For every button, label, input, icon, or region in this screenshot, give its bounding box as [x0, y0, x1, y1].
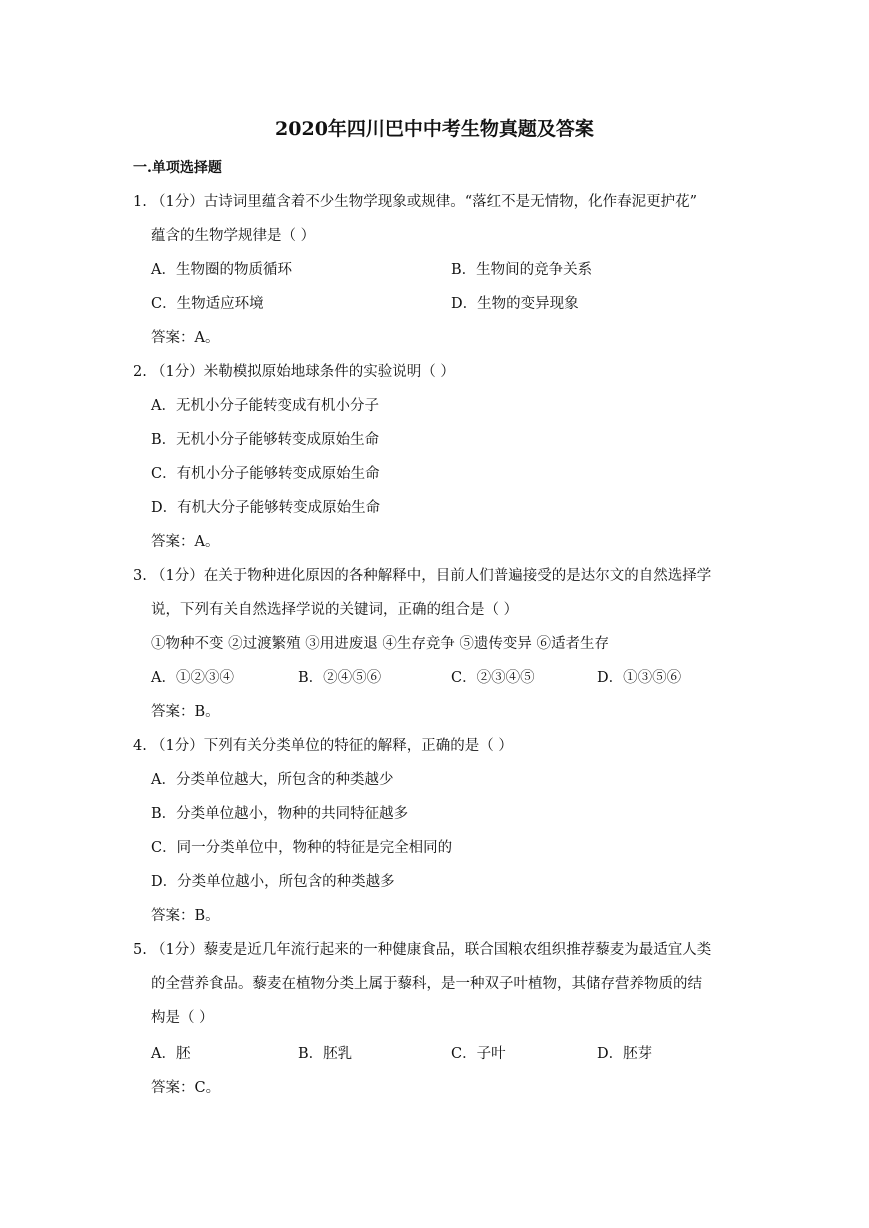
page-title: 2020年四川巴中中考生物真题及答案 [275, 118, 594, 140]
section-heading: 一.单项选择题 [133, 160, 222, 176]
question-number: 1. [133, 194, 147, 210]
answer: 答案：B。 [151, 704, 220, 720]
question-number: 4. [133, 738, 147, 754]
option-d: D．分类单位越小，所包含的种类越多 [151, 874, 395, 890]
option-c: C．生物适应环境 [151, 296, 264, 312]
answer: 答案：B。 [151, 908, 220, 924]
question-stem-line: （1分）古诗词里蕴含着不少生物学现象或规律。“落红不是无情物，化作春泥更护花” [151, 194, 698, 210]
option-a: A．①②③④ [151, 670, 234, 686]
option-b: B．生物间的竞争关系 [451, 262, 593, 278]
option-a: A．生物圈的物质循环 [151, 262, 292, 278]
question-stem-line: 蕴含的生物学规律是（ ） [151, 228, 316, 244]
question-stem-line: 的全营养食品。藜麦在植物分类上属于藜科，是一种双子叶植物，其储存营养物质的结 [151, 976, 702, 992]
question-number: 2. [133, 364, 147, 380]
option-c: C．有机小分子能够转变成原始生命 [151, 466, 380, 482]
answer: 答案：C。 [151, 1080, 221, 1096]
option-a: A．胚 [151, 1046, 191, 1062]
question-stem-line: （1分）在关于物种进化原因的各种解释中，目前人们普遍接受的是达尔文的自然选择学 [151, 568, 712, 584]
option-b: B．分类单位越小，物种的共同特征越多 [151, 806, 409, 822]
question-stem-line: （1分）米勒模拟原始地球条件的实验说明（ ） [151, 364, 455, 380]
answer: 答案：A。 [151, 330, 220, 346]
option-d: D．胚芽 [597, 1046, 653, 1062]
answer: 答案：A。 [151, 534, 220, 550]
option-c: C．子叶 [451, 1046, 506, 1062]
option-a: A．分类单位越大，所包含的种类越少 [151, 772, 394, 788]
question-number: 5. [133, 942, 147, 958]
option-d: D．①③⑤⑥ [597, 670, 682, 686]
option-b: B．无机小分子能够转变成原始生命 [151, 432, 380, 448]
question-stem-line: 说，下列有关自然选择学说的关键词，正确的组合是（ ） [151, 602, 519, 618]
question-number: 3. [133, 568, 147, 584]
option-d: D．有机大分子能够转变成原始生命 [151, 500, 381, 516]
option-d: D．生物的变异现象 [451, 296, 579, 312]
question-stem-line: （1分）藜麦是近几年流行起来的一种健康食品，联合国粮农组织推荐藜麦为最适宜人类 [151, 942, 712, 958]
option-c: C．同一分类单位中，物种的特征是完全相同的 [151, 840, 453, 856]
question-stem-line: （1分）下列有关分类单位的特征的解释，正确的是（ ） [151, 738, 513, 754]
option-b: B．胚乳 [298, 1046, 353, 1062]
option-a: A．无机小分子能转变成有机小分子 [151, 398, 379, 414]
keyword-list: ①物种不变 ②过渡繁殖 ③用进废退 ④生存竞争 ⑤遗传变异 ⑥适者生存 [151, 636, 610, 652]
option-b: B．②④⑤⑥ [298, 670, 382, 686]
option-c: C．②③④⑤ [451, 670, 535, 686]
question-stem-line: 构是（ ） [151, 1010, 214, 1026]
